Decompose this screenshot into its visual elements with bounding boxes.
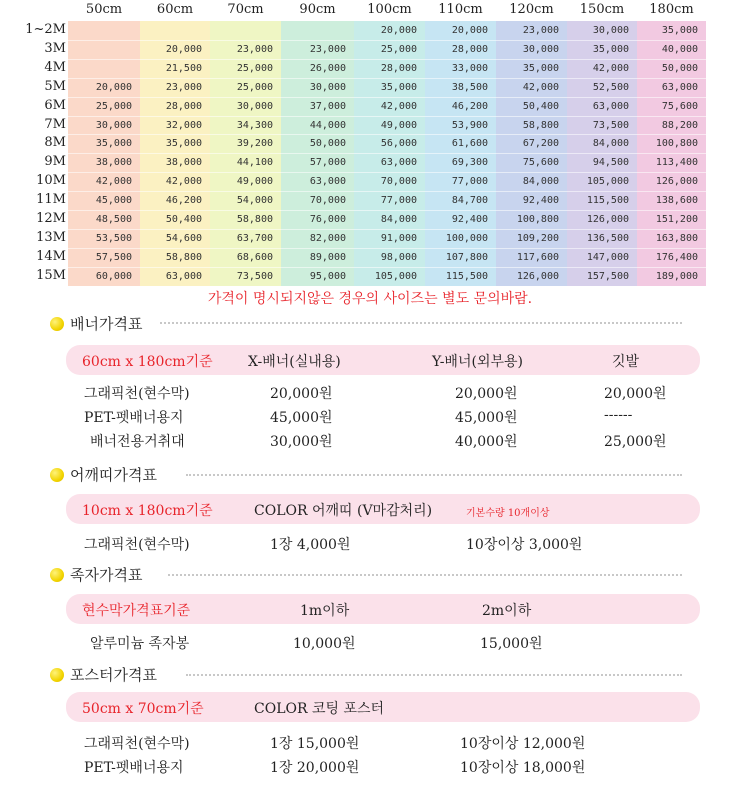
price-cell: 20,000 [451, 25, 488, 36]
price-cell: 115,500 [586, 195, 629, 207]
banner-price: 20,000원 [604, 386, 667, 402]
price-cell: 84,000 [522, 176, 559, 188]
rod-col-1m: 1m이하 [300, 603, 350, 619]
price-cell: 48,500 [95, 214, 132, 225]
price-cell: 50,000 [661, 62, 698, 74]
price-cell: 77,000 [380, 195, 417, 207]
price-cell: 82,000 [309, 232, 346, 244]
length-label: 12M [36, 211, 66, 226]
price-cell: 176,400 [655, 251, 698, 263]
price-cell: 54,600 [165, 232, 202, 244]
price-cell: 42,000 [380, 100, 417, 112]
banner-price: 25,000원 [604, 434, 667, 450]
price-cell: 26,000 [309, 62, 346, 74]
banner-price: 45,000원 [270, 410, 333, 426]
length-label: 11M [36, 192, 66, 208]
price-cell: 84,700 [451, 195, 488, 207]
size-header: 70cm [227, 2, 264, 17]
sash-price: 10장이상 3,000원 [466, 537, 583, 553]
length-label: 1~2M [25, 22, 66, 37]
poster-product: COLOR 코팅 포스터 [254, 701, 385, 717]
poster-price: 1장 15,000원 [270, 736, 360, 752]
row-divider [68, 134, 706, 135]
price-cell: 58,800 [165, 251, 202, 263]
poster-price: 10장이상 12,000원 [460, 736, 586, 752]
price-cell: 50,400 [522, 100, 559, 112]
price-cell: 63,000 [592, 100, 629, 112]
price-cell: 23,000 [165, 81, 202, 93]
rod-price: 15,000원 [480, 636, 543, 652]
price-cell: 37,000 [309, 100, 346, 112]
price-cell: 68,600 [236, 251, 273, 263]
length-label: 3M [44, 40, 66, 56]
length-label: 13M [36, 229, 66, 245]
banner-price: 40,000원 [455, 434, 518, 450]
price-cell: 63,000 [165, 270, 202, 282]
size-header: 50cm [85, 2, 123, 17]
price-cell: 53,900 [451, 119, 488, 131]
price-cell: 42,000 [522, 81, 559, 93]
row-divider [68, 78, 706, 79]
price-cell: 60,000 [95, 270, 132, 282]
size-header: 120cm [509, 2, 554, 17]
length-label: 5M [44, 78, 66, 94]
length-label: 14M [36, 248, 66, 264]
sash-row-label: 그래픽천(현수막) [84, 537, 190, 553]
length-label: 9M [44, 154, 66, 170]
price-cell: 138,600 [655, 195, 698, 207]
price-cell: 98,000 [380, 251, 417, 263]
price-cell: 56,000 [380, 138, 417, 150]
bullet-dot-icon [50, 568, 64, 582]
price-cell: 115,500 [445, 270, 488, 282]
price-cell: 100,800 [516, 214, 559, 225]
sash-price: 1장 4,000원 [270, 537, 351, 553]
banner-price: 20,000원 [455, 386, 518, 402]
price-cell: 75,600 [522, 157, 559, 169]
rod-section-title [50, 564, 142, 586]
row-divider [68, 153, 706, 154]
banner-price: 20,000원 [270, 386, 333, 402]
price-cell: 70,000 [380, 176, 417, 188]
row-divider [68, 191, 706, 192]
divider [160, 322, 682, 324]
price-cell: 42,000 [95, 176, 132, 188]
price-cell: 46,200 [451, 100, 488, 112]
rod-price: 10,000원 [293, 636, 356, 652]
price-cell: 95,000 [309, 270, 346, 282]
price-cell: 35,000 [165, 138, 202, 150]
price-cell: 42,000 [165, 176, 202, 188]
price-cell: 23,000 [522, 25, 559, 36]
price-cell: 25,000 [380, 43, 417, 55]
price-cell: 30,000 [522, 43, 559, 55]
row-divider [68, 267, 706, 268]
price-cell: 53,500 [95, 232, 132, 244]
row-divider [68, 248, 706, 249]
size-header: 110cm [438, 2, 483, 17]
row-divider [68, 229, 706, 230]
banner-section-label: 배너가격표 [70, 315, 143, 333]
price-cell: 50,400 [165, 214, 202, 225]
divider [186, 674, 682, 676]
price-cell: 63,000 [309, 176, 346, 188]
price-cell: 75,600 [661, 100, 698, 112]
price-cell: 28,000 [165, 100, 202, 112]
price-cell: 107,800 [445, 251, 488, 263]
price-cell: 100,800 [655, 138, 698, 150]
price-cell: 20,000 [380, 25, 417, 36]
price-cell: 88,200 [661, 119, 698, 131]
banner-price: 30,000원 [270, 434, 333, 450]
price-cell: 35,000 [380, 81, 417, 93]
bullet-dot-icon [50, 468, 64, 482]
divider [168, 574, 682, 576]
price-cell: 69,300 [451, 157, 488, 169]
banner-price: ------ [604, 407, 633, 423]
banner-row-label: PET-펫배너용지 [84, 410, 184, 426]
length-label: 7M [44, 116, 66, 132]
price-cell: 63,000 [380, 157, 417, 169]
price-cell: 30,000 [592, 25, 629, 36]
price-cell: 35,000 [661, 25, 698, 36]
row-divider [68, 172, 706, 173]
price-cell: 33,000 [451, 62, 488, 74]
price-cell: 35,000 [95, 138, 132, 150]
poster-price: 1장 20,000원 [270, 760, 360, 776]
price-cell: 40,000 [661, 43, 698, 55]
banner-col-flag: 깃발 [612, 354, 640, 370]
length-label: 8M [44, 135, 66, 151]
row-divider [68, 40, 706, 41]
price-cell: 157,500 [586, 270, 629, 282]
bullet-dot-icon [50, 317, 64, 331]
price-cell: 38,000 [165, 157, 202, 169]
price-cell: 49,000 [236, 176, 273, 188]
price-cell: 28,000 [380, 62, 417, 74]
notice-text: 가격이 명시되지않은 경우의 사이즈는 별도 문의바람. [207, 291, 533, 307]
price-cell: 50,000 [309, 138, 346, 150]
price-cell: 163,800 [655, 232, 698, 244]
price-cell: 25,000 [95, 100, 132, 112]
row-divider [68, 97, 706, 98]
price-cell: 109,200 [516, 232, 559, 244]
price-cell: 35,000 [592, 43, 629, 55]
price-cell: 113,400 [655, 157, 698, 169]
size-header: 100cm [367, 2, 412, 17]
price-cell: 38,500 [451, 81, 488, 93]
price-cell: 92,400 [451, 214, 488, 225]
price-cell: 126,000 [586, 214, 629, 225]
price-cell: 57,000 [309, 157, 346, 169]
banner-section-title [50, 313, 142, 335]
price-cell: 126,000 [516, 270, 559, 282]
poster-section-label: 포스터가격표 [70, 666, 157, 684]
price-cell: 25,000 [236, 81, 273, 93]
length-label: 6M [44, 97, 66, 113]
size-header: 60cm [156, 2, 194, 17]
price-cell: 89,000 [309, 251, 346, 263]
price-cell: 105,000 [374, 270, 417, 282]
length-label: 15M [36, 267, 66, 283]
price-cell: 67,200 [522, 138, 559, 150]
price-cell: 91,000 [380, 232, 417, 244]
row-divider [68, 116, 706, 117]
rod-section-label: 족자가격표 [70, 566, 143, 584]
price-cell: 44,000 [309, 119, 346, 131]
price-cell: 34,300 [236, 119, 273, 131]
rod-col-2m: 2m이하 [482, 603, 532, 619]
price-cell: 84,000 [592, 138, 629, 150]
price-cell: 23,000 [309, 43, 346, 55]
length-label: 4M [44, 59, 66, 75]
price-cell: 46,200 [165, 195, 202, 207]
price-cell: 147,000 [586, 251, 629, 263]
price-cell: 28,000 [451, 43, 488, 55]
poster-price: 10장이상 18,000원 [460, 760, 586, 776]
price-cell: 52,500 [592, 81, 629, 93]
price-cell: 92,400 [522, 195, 559, 207]
sash-basis: 10cm x 180cm기준 [82, 503, 213, 519]
price-cell: 126,000 [655, 176, 698, 188]
poster-row-label: 그래픽천(현수막) [84, 736, 190, 752]
price-cell: 35,000 [522, 62, 559, 74]
price-cell: 30,000 [95, 119, 132, 131]
price-cell: 20,000 [95, 81, 132, 93]
price-cell: 70,000 [309, 195, 346, 207]
price-cell: 54,000 [236, 195, 273, 207]
rod-basis: 현수막가격표기준 [82, 603, 191, 619]
price-cell: 44,100 [236, 157, 273, 169]
price-cell: 58,800 [522, 119, 559, 131]
price-cell: 61,600 [451, 138, 488, 150]
banner-price: 45,000원 [455, 410, 518, 426]
price-cell: 76,000 [309, 214, 346, 225]
price-cell: 30,000 [236, 100, 273, 112]
price-cell: 49,000 [380, 119, 417, 131]
price-cell: 30,000 [309, 81, 346, 93]
price-cell: 100,000 [445, 232, 488, 244]
price-cell: 73,500 [236, 270, 273, 282]
price-cell: 23,000 [236, 43, 273, 55]
poster-section-title [50, 664, 157, 686]
price-cell: 151,200 [655, 214, 698, 225]
row-divider [68, 59, 706, 60]
price-cell: 136,500 [586, 232, 629, 244]
price-cell: 189,000 [655, 270, 698, 282]
price-cell: 20,000 [165, 43, 202, 55]
price-cell: 94,500 [592, 157, 629, 169]
sash-min-qty: 기본수량 10개이상 [466, 508, 550, 519]
price-cell: 57,500 [95, 251, 132, 263]
price-cell: 58,800 [236, 214, 273, 225]
size-header: 180cm [649, 2, 694, 17]
price-cell: 45,000 [95, 195, 132, 207]
price-cell: 105,000 [586, 176, 629, 188]
price-cell: 39,200 [236, 138, 273, 150]
rod-row-label: 알루미늄 족자봉 [90, 636, 190, 652]
size-header: 150cm [579, 2, 625, 17]
banner-basis: 60cm x 180cm기준 [82, 354, 213, 370]
price-cell: 32,000 [165, 119, 202, 131]
length-label: 10M [36, 173, 66, 189]
banner-col-x: X-배너(실내용) [248, 354, 341, 370]
banner-col-y: Y-배너(외부용) [432, 354, 523, 370]
poster-row-label: PET-펫배너용지 [84, 760, 184, 776]
bullet-dot-icon [50, 668, 64, 682]
sash-section-label: 어깨띠가격표 [70, 466, 157, 484]
price-cell: 42,000 [592, 62, 629, 74]
price-cell: 84,000 [380, 214, 417, 225]
price-cell: 63,700 [236, 232, 273, 244]
price-cell: 38,000 [95, 157, 132, 169]
price-cell: 117,600 [516, 251, 559, 263]
price-cell: 63,000 [661, 81, 698, 93]
row-divider [68, 210, 706, 211]
sash-product: COLOR 어깨띠 (V마감처리) [254, 503, 433, 519]
divider [186, 474, 682, 476]
size-header: 90cm [299, 2, 336, 17]
price-cell: 77,000 [451, 176, 488, 188]
banner-row-label: 그래픽천(현수막) [84, 386, 190, 402]
sash-section-title [50, 464, 157, 486]
price-cell: 21,500 [165, 62, 202, 74]
poster-basis: 50cm x 70cm기준 [82, 701, 204, 717]
price-cell: 73,500 [592, 119, 629, 131]
banner-row-label: 배너전용거취대 [90, 434, 185, 450]
price-cell: 25,000 [236, 62, 273, 74]
